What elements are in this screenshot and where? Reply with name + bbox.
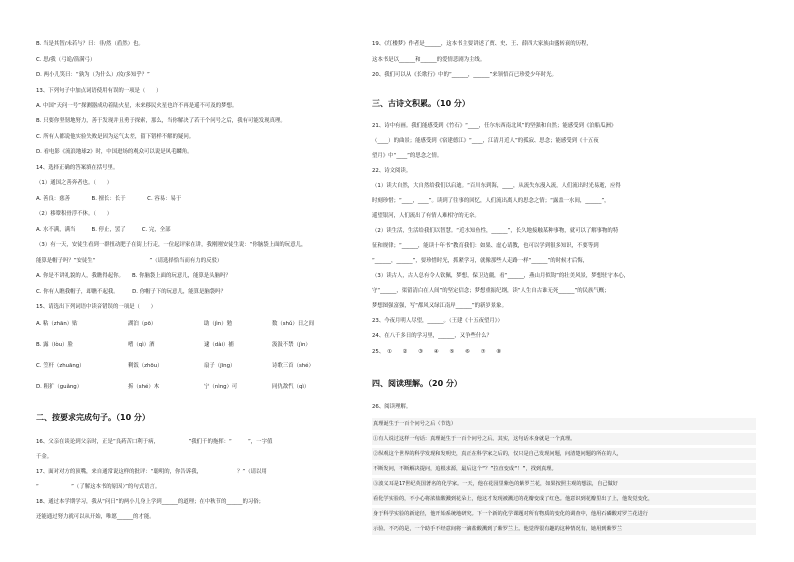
question-15: 15、请选出下列词语中读音错误的一项是（ ） — [36, 304, 157, 310]
pinyin-cell: 拆（shé）木 — [128, 384, 160, 390]
passage-line: ③波义耳是17世纪英国著名的化学家。一天，他在花园里紫色的紫罗兰花，如果按照主观的想法，自己做好 — [372, 478, 756, 490]
text-line: 望月》中“____”的思念之情。 — [372, 153, 443, 159]
passage-line: 不断发问，不断解决提问，追根求源，最后这个“？”拉直变成“！”，找到真理。 — [372, 463, 756, 475]
passage-line: 示验。不巧的是，一个助手不经意间将一滴盐酸溅到了紫罗兰上。他觉得很有趣的这种情况有，她用到紫罗兰 — [372, 523, 756, 535]
question-18: 18、通过本学期学习，我从“问日”的两小儿身上学到______的道理；在中秋节的______的习俗； — [36, 499, 265, 505]
question-16: 16、父亲在谈论到父亲时，正是“良药苦口利于病， ”我们千的拖挥：“ ”，一字值 — [36, 439, 273, 445]
text-line: B. 当是其智/未若与？曰：非/然（盾然）也。 — [36, 41, 144, 47]
options-row: A. 水不满，满当 B. 停止，罢了 C. 完，全部 — [36, 227, 171, 233]
sub-question: （3）有一天，安徒生看到一群扭动肥子在街上行走，一位起评家在讲，我刚刚安徒生说：“你脑袋上面的玩意儿， — [36, 242, 307, 248]
question-19: 19、《红楼梦》作者是______，这本书主要讲述了贾、史、王、薛四大家族由盛转衰的历程， — [372, 41, 592, 47]
pinyin-cell: 宁（nìng）可 — [204, 384, 238, 390]
text-line: C. 思/我（弓诡/箭满弓） — [36, 57, 96, 63]
text-line: 守“______，渠留清白在人间”的坚定信念；梦想重振纪纲，读“人生自古谁无死______”的民族气概； — [372, 288, 610, 294]
options-row: A. 你是不讲礼貌的人，我瞧得起你。 B. 你脑袋上面的玩意儿，能算是头脑吗？ — [36, 273, 231, 279]
options-row: A. 善良：慈善 B. 擅长：长于 C. 容易：易于 — [36, 196, 182, 202]
question-20: 20、我们可以从《长歌行》中的“______，______”来领悟百已珍爱少年时光。 — [372, 72, 557, 78]
option-a: A. 中国“天问一号”探测器成功着陆火星，未来移民火星也许不再是遥不可及的梦想。 — [36, 103, 238, 109]
question-14: 14、选择正确的答案填在括号里。 — [36, 165, 119, 171]
text-line: 还能通过努力就可以从开始，唯愿______的才能。 — [36, 514, 155, 520]
pinyin-cell: 逮（dài）捕 — [204, 342, 234, 348]
option-d: D. 看电影《流浪地球2》时，中国进场的观众可以说是风毛麟角。 — [36, 149, 193, 155]
text-line: 千金。 — [36, 454, 53, 460]
sub-question: （1）通国之善奔者也。（ ） — [36, 180, 113, 186]
option-b: B. 只要你坚韧地努力，善于发现并且勇于探索，那么，当你解决了若干个问号之后，我有可能发现真理。 — [36, 118, 286, 124]
options-row: C. 你有人瞧我帽子，却瞧不起我。 D. 你帽子下的玩意儿，能算是脑袋吗？ — [36, 289, 226, 295]
pinyin-cell: 嗜（qì）酒 — [128, 342, 155, 348]
text-line: （1）读大自然，大自然给我们以启迪。“百川东到海，____，从流失东漫入流，人们流出时光易逝，应得 — [372, 183, 621, 189]
question-21: 21、诗中有画。我们能感受到《竹石》“____，任尔东西南北风”的坚强和自然；能感受到《泊船瓜洲》 — [372, 123, 617, 129]
pinyin-cell: 湖泊（pō） — [128, 321, 157, 327]
pinyin-cell: 诗歌三首（shé） — [272, 363, 314, 369]
question-23: 23、今夜月明人尽望，______。（王建《十五夜望月》） — [372, 318, 503, 324]
pinyin-cell: 汲汲不禁（jìn） — [272, 342, 311, 348]
pinyin-cell: 扇子（jīng） — [204, 363, 236, 369]
section-2-title: 二、按要求完成句子。（10 分） — [36, 413, 150, 422]
pinyin-cell: A. 粘（zhān）贴 — [36, 321, 78, 327]
text-line: “ ”（了解这本书的原因）”的句式语言。 — [36, 484, 161, 490]
question-26: 26、阅读理解。 — [372, 404, 412, 410]
reading-title: 真理诞生于一百个问号之后（节选） — [372, 418, 756, 430]
option-c: C. 所有人都说他实验失败是因为运气太差，留下错样不解的疑问。 — [36, 134, 195, 140]
question-13: 13、下列句子中加点词语使用有误的一项是（ ） — [36, 88, 162, 94]
text-line: D. 两小儿笑曰：“孰为（为什么）/汝/多知乎？” — [36, 72, 150, 78]
text-line: （2）读生活，生活给我们以智慧。“近水知鱼性，______”，长久地接触某种事物，就可以了解事物的特 — [372, 228, 619, 234]
pinyin-cell: 同仇敌忾（qì） — [272, 384, 310, 390]
pinyin-cell: D. 粗犷（guǎng） — [36, 384, 83, 390]
question-17: 17、面对对方的顶嘴，来自通常说这样的批评：“聪明的，你告诉我， ？”（请以用 — [36, 469, 267, 475]
text-line: （3）读古人，古人总有令人钦佩，梦想，保卫边疆，看“______，燕山月似钩”的壮美风景，梦想驻守本心， — [372, 273, 629, 279]
question-24: 24、在八千多日的学习里，______，又争些什么？ — [372, 333, 493, 339]
pinyin-cell: 助（jìn）勉 — [204, 321, 232, 327]
passage-line: ②纵观这个世界的科学发现和发明史，真正在科学家之后的，仅只是自己发现问题，问清楚问题的所在的人， — [372, 448, 756, 460]
text-line: 能算是帽子吗？”安徒生“ ”（请选择恰当而有力的反驳） — [36, 258, 223, 264]
pinyin-cell: 剩饭（zhōu） — [128, 363, 163, 369]
section-4-title: 四、阅读理解。（20 分） — [372, 379, 462, 388]
question-25: 25、 ① ② ③ ④ ⑤ ⑥ ⑦ ⑧ — [372, 349, 502, 355]
text-line: 时刻珍惜；“____，____”。读到了往事的回忆，人们流出离人的思念之情；“露盖一水间，______”， — [372, 198, 610, 204]
text-line: 梦想图强富强，写“都风又绿江南岸______”的新岁景象。 — [372, 303, 507, 309]
section-3-title: 三、古诗文积累。（10 分） — [372, 99, 470, 108]
pinyin-cell: C. 笠杆（zhuāng） — [36, 363, 85, 369]
passage-line: 身于科学实验的新途径，他开始系统地研究。下一个新的化学课题对所有物质的变化的调查中，他用石磷酸对罗兰花进行 — [372, 508, 756, 520]
passage-line: ①有人说过这样一句话：真理诞生于一百个问号之后。其实，这句话本身就是一个真理。 — [372, 433, 756, 445]
sub-question: （2）移簟积骨浮不休。（ ） — [36, 211, 113, 217]
text-line: 征和规律；“______，能读十年书”教育我们：如果、虚心请教，也可以学到很多知识，不要等到 — [372, 243, 599, 249]
text-line: （____）的曲景；能感受到《宿建德江》“____，江清月近人”的孤寂、思念；能感受到《十五夜 — [372, 138, 599, 144]
question-22: 22、诗文阅读。 — [372, 168, 412, 174]
text-line: 这本书是以______和______的爱情悲剧为主线。 — [372, 57, 486, 63]
text-line: “______，______”，要珍惜时光，抓紧学习，就像那些人走路一样“______”的时候才后悔， — [372, 258, 589, 264]
pinyin-cell: B. 露（lòu）脸 — [36, 342, 73, 348]
passage-line: 看化学实验的，不小心将浓盐酸溅到花朵上，他这才发现被溅过的花瓣变成了红色。他意识到花瓣里出了上，他发觉变化， — [372, 493, 756, 505]
pinyin-cell: 数（shǔ）日之间 — [272, 321, 314, 327]
text-line: 遥望银河，人们流出了有情人难相守的无奈。 — [372, 213, 480, 219]
